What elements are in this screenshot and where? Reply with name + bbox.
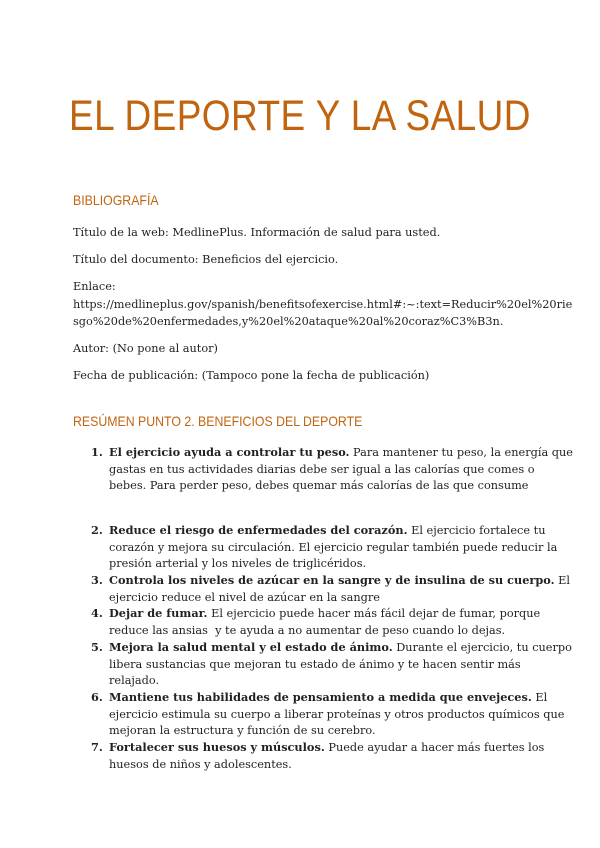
list-item-lead-rest: Puede ayudar a hacer más fuertes los bbox=[324, 741, 545, 754]
list-item-bold-lead: Fortalecer sus huesos y músculos. bbox=[109, 740, 325, 754]
list-item-line: gastas en tus actividades diarias debe ser igual a las calorías que comes o bbox=[109, 462, 535, 476]
list-item-lead-rest: El ejercicio puede hacer más fácil dejar de fumar, porque bbox=[207, 607, 541, 620]
author-text: Autor: (No pone al autor) bbox=[73, 342, 218, 355]
list-item-bold-lead: Mejora la salud mental y el estado de ánimo. bbox=[109, 640, 393, 654]
list-item-lead-rest: El bbox=[554, 574, 570, 587]
list-item-bold-lead: Controla los niveles de azúcar en la sangre y de insulina de su cuerpo. bbox=[109, 573, 555, 587]
list-item-line: corazón y mejora su circulación. El ejercicio regular también puede reducir la bbox=[109, 540, 558, 554]
list-item-lead-rest: Para mantener tu peso, la energía que bbox=[349, 446, 573, 459]
list-item-body bbox=[109, 739, 545, 773]
list-item-line: ejercicio reduce el nivel de azúcar en la sangre bbox=[109, 590, 380, 604]
list-item-line: ejercicio estimula su cuerpo a liberar proteínas y otros productos químicos que bbox=[109, 707, 565, 721]
list-item-number: 7. bbox=[91, 740, 103, 754]
web-title-text: Título de la web: MedlinePlus. Información de salud para usted. bbox=[73, 226, 441, 239]
list-item-line: bebes. Para perder peso, debes quemar más calorías de las que consume bbox=[109, 479, 529, 492]
list-item-body bbox=[109, 522, 558, 573]
list-item-first-line bbox=[109, 739, 545, 757]
list-item bbox=[91, 444, 573, 495]
list-item-line: huesos de niños y adolescentes. bbox=[109, 757, 292, 771]
list-item-number: 5. bbox=[91, 640, 103, 654]
list-item-body bbox=[109, 572, 570, 606]
list-item-body bbox=[109, 605, 541, 639]
list-item-lead-rest: El bbox=[531, 691, 548, 704]
list-item-bold-lead: Dejar de fumar. bbox=[109, 606, 208, 620]
list-item bbox=[91, 739, 545, 773]
list-item-number: 4. bbox=[91, 606, 103, 620]
list-item-first-line bbox=[109, 639, 572, 657]
list-item-number: 3. bbox=[91, 573, 103, 587]
list-item-first-line bbox=[109, 605, 541, 623]
document-title: EL DEPORTE Y LA SALUD bbox=[69, 92, 531, 140]
link-label: Enlace: bbox=[73, 280, 116, 293]
list-item-lead-rest: El ejercicio fortalece tu bbox=[407, 524, 546, 537]
list-item-line: relajado. bbox=[109, 674, 160, 687]
list-item-bold-lead: Mantiene tus habilidades de pensamiento a medida que envejeces. bbox=[109, 690, 532, 704]
list-item-number: 2. bbox=[91, 523, 103, 537]
link-url-line2[interactable]: sgo%20de%20enfermedades,y%20el%20ataque%20al%20coraz%C3%B3n. bbox=[73, 315, 504, 328]
list-item-bold-lead: El ejercicio ayuda a controlar tu peso. bbox=[109, 445, 350, 459]
list-item-body bbox=[109, 689, 565, 740]
list-item bbox=[91, 522, 558, 573]
list-item-number: 6. bbox=[91, 690, 103, 704]
list-item bbox=[91, 605, 541, 639]
list-item bbox=[91, 689, 565, 740]
list-item-body bbox=[109, 444, 573, 495]
link-url-line1[interactable]: https://medlineplus.gov/spanish/benefitsofexercise.html#:~:text=Reducir%20el%20rie bbox=[73, 298, 573, 311]
list-item-number: 1. bbox=[91, 445, 103, 459]
list-item-bold-lead: Reduce el riesgo de enfermedades del corazón. bbox=[109, 523, 408, 537]
list-item-line: libera sustancias que mejoran tu estado de ánimo y te hacen sentir más bbox=[109, 657, 521, 671]
list-item-first-line bbox=[109, 444, 573, 462]
list-item-first-line bbox=[109, 689, 548, 707]
publication-date-text: Fecha de publicación: (Tampoco pone la fecha de publicación) bbox=[73, 369, 430, 382]
list-item-line: presión arterial y los niveles de triglicéridos. bbox=[109, 557, 367, 570]
list-item-first-line bbox=[109, 522, 546, 540]
list-item bbox=[91, 639, 572, 690]
bibliography-heading: BIBLIOGRAFÍA bbox=[73, 192, 159, 208]
list-item-lead-rest: Durante el ejercicio, tu cuerpo bbox=[392, 641, 572, 654]
list-item bbox=[91, 572, 570, 606]
document-title-text: Título del documento: Beneficios del ejercicio. bbox=[73, 253, 339, 266]
summary-heading: RESÚMEN PUNTO 2. BENEFICIOS DEL DEPORTE bbox=[73, 413, 363, 429]
list-item-line: mejoran la estructura y función de su cerebro. bbox=[109, 724, 376, 737]
list-item-line: reduce las ansias y te ayuda a no aumentar de peso cuando lo dejas. bbox=[109, 623, 506, 637]
list-item-body bbox=[109, 639, 572, 690]
list-item-first-line bbox=[109, 572, 570, 590]
